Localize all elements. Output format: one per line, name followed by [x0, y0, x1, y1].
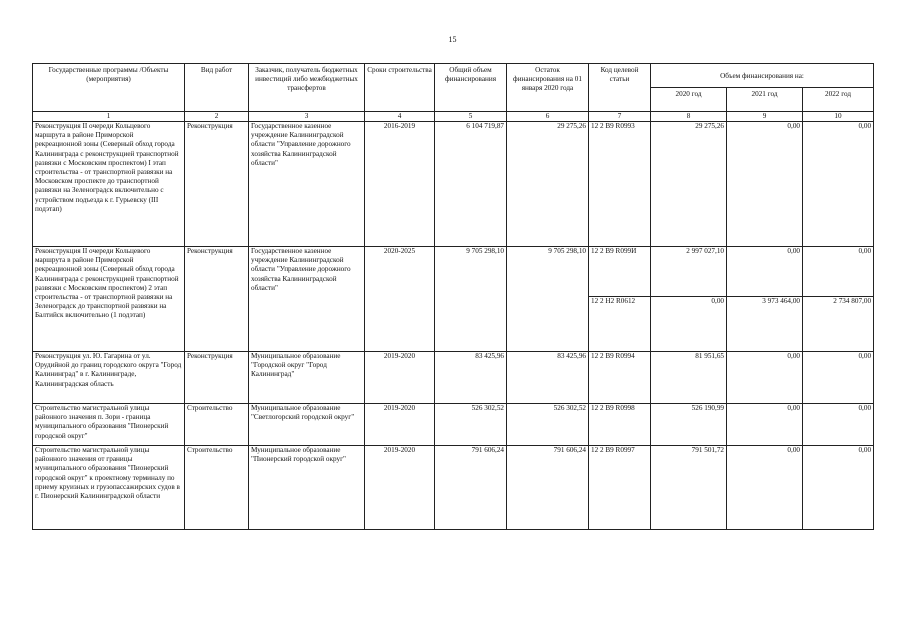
column-index: 8 [651, 112, 727, 122]
object-name: Реконструкция II очереди Кольцевого маршрута в районе Приморской рекреационной зоны (Северный обход города Калининграда с реконструкцией транспортной развязки с Московским проспектом) 2 этап строительства - от транспортной развязки на Зеленоградск до транспортной развязки на Балтийск включительно (1 подэтап) [33, 247, 185, 352]
work-type: Строительство [185, 404, 249, 446]
work-type: Строительство [185, 446, 249, 530]
amount-2020: 81 951,65 [651, 352, 727, 404]
object-name: Строительство магистральной улицы районного значения п. Зори - граница муниципального образования "Пионерский городской округ" [33, 404, 185, 446]
header-customer: Заказчик, получатель бюджетных инвестиций либо межбюджетных трансфертов [249, 64, 365, 112]
header-term: Сроки строительства [365, 64, 435, 112]
target-code: 12 2 H2 R0612 [589, 297, 651, 352]
amount-2020: 791 501,72 [651, 446, 727, 530]
object-name: Строительство магистральной улицы районного значения от границы муниципального образования "Пионерский городской округ" к проектному терминалу по приему круизных и грузопассажирских судов в г. Пионерский Калининградской области [33, 446, 185, 530]
amount-2021: 0,00 [727, 404, 803, 446]
customer: Государственное казенное учреждение Калининградской области "Управление дорожного хозяйства Калининградской области" [249, 122, 365, 247]
amount-2022: 0,00 [803, 352, 874, 404]
amount-2020: 2 997 027,10 [651, 247, 727, 297]
amount-2022: 0,00 [803, 404, 874, 446]
amount-2020: 29 275,26 [651, 122, 727, 247]
table-row [33, 404, 874, 446]
work-type: Реконструкция [185, 352, 249, 404]
amount-2022: 0,00 [803, 446, 874, 530]
amount-2022: 2 734 807,00 [803, 297, 874, 352]
header-total: Общий объем финансирования [435, 64, 507, 112]
amount-2021: 0,00 [727, 446, 803, 530]
column-index: 3 [249, 112, 365, 122]
target-code: 12 2 B9 R0997 [589, 446, 651, 530]
header-rest: Остаток финансирования на 01 января 2020 года [507, 64, 589, 112]
term: 2019-2020 [365, 352, 435, 404]
amount-2021: 0,00 [727, 122, 803, 247]
target-code: 12 2 B9 R0998 [589, 404, 651, 446]
total-financing: 6 104 719,87 [435, 122, 507, 247]
customer: Муниципальное образование "Пионерский городской округ" [249, 446, 365, 530]
column-index: 9 [727, 112, 803, 122]
amount-2021: 0,00 [727, 247, 803, 297]
customer: Муниципальное образование "Городской округ "Город Калининград" [249, 352, 365, 404]
amount-2022: 0,00 [803, 247, 874, 297]
header-financing-group: Объем финансирования на: [651, 64, 874, 88]
rest-financing: 29 275,26 [507, 122, 589, 247]
column-index: 1 [33, 112, 185, 122]
work-type: Реконструкция [185, 247, 249, 352]
term: 2016-2019 [365, 122, 435, 247]
column-index: 10 [803, 112, 874, 122]
header-code: Код целевой статьи [589, 64, 651, 112]
total-financing: 83 425,96 [435, 352, 507, 404]
column-index: 7 [589, 112, 651, 122]
total-financing: 791 606,24 [435, 446, 507, 530]
object-name: Реконструкция ул. Ю. Гагарина от ул. Орудийной до границ городского округа "Город Калининград" в г. Калининграде, Калининградская область [33, 352, 185, 404]
amount-2022: 0,00 [803, 122, 874, 247]
total-financing: 526 302,52 [435, 404, 507, 446]
customer: Муниципальное образование "Светлогорский городской округ" [249, 404, 365, 446]
header-year-2022: 2022 год [803, 88, 874, 112]
header-year-2021: 2021 год [727, 88, 803, 112]
term: 2019-2020 [365, 446, 435, 530]
column-index: 4 [365, 112, 435, 122]
table-row [33, 352, 874, 404]
target-code: 12 2 B9 R0993 [589, 122, 651, 247]
table-row [33, 122, 874, 247]
column-index: 2 [185, 112, 249, 122]
financing-table [32, 63, 874, 530]
header-row [33, 64, 874, 88]
target-code: 12 2 B9 R099И [589, 247, 651, 297]
column-index: 6 [507, 112, 589, 122]
object-name: Реконструкция II очереди Кольцевого маршрута в районе Приморской рекреационной зоны (Северный обход города Калининграда с реконструкцией транспортной развязки с Московским проспектом) I этап строительства - от транспортной развязки на Московском проспекте до транспортной развязки на Зеленоградск включительно с устройством подъезда к г. Гурьевску (III подэтап) [33, 122, 185, 247]
term: 2019-2020 [365, 404, 435, 446]
customer: Государственное казенное учреждение Калининградской области "Управление дорожного хозяйства Калининградской области" [249, 247, 365, 352]
work-type: Реконструкция [185, 122, 249, 247]
header-work-type: Вид работ [185, 64, 249, 112]
amount-2021: 0,00 [727, 352, 803, 404]
column-index: 5 [435, 112, 507, 122]
column-index-row [33, 112, 874, 122]
rest-financing: 791 606,24 [507, 446, 589, 530]
amount-2020: 0,00 [651, 297, 727, 352]
rest-financing: 83 425,96 [507, 352, 589, 404]
target-code: 12 2 B9 R0994 [589, 352, 651, 404]
table-row [33, 446, 874, 530]
header-programs: Государственные программы /Объекты (мероприятия) [33, 64, 185, 112]
rest-financing: 526 302,52 [507, 404, 589, 446]
total-financing: 9 705 298,10 [435, 247, 507, 352]
rest-financing: 9 705 298,10 [507, 247, 589, 352]
page-number: 15 [448, 35, 457, 44]
amount-2021: 3 973 464,00 [727, 297, 803, 352]
header-year-2020: 2020 год [651, 88, 727, 112]
table-row [33, 247, 874, 297]
amount-2020: 526 190,99 [651, 404, 727, 446]
term: 2020-2025 [365, 247, 435, 352]
